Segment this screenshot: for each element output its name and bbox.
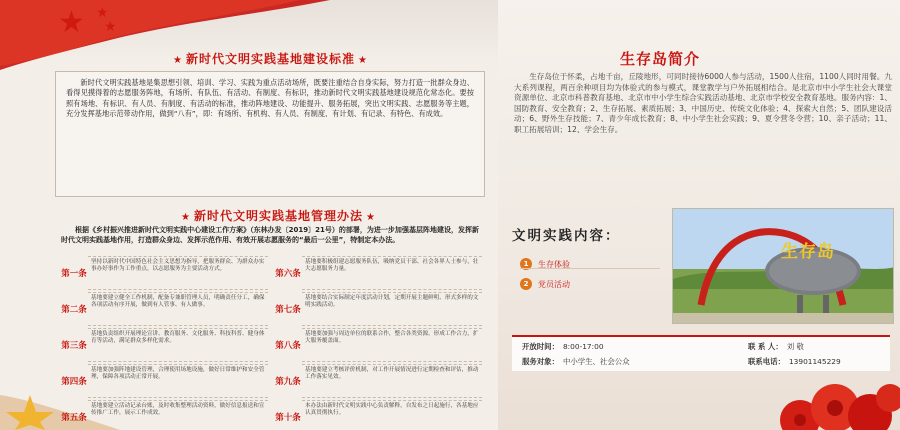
standard-text: 新时代文明实践基地是集思想引领、培训、学习、实践为重点活动场所，既要注重结合自身实际，努力打造一批群众身边、看得见摸得着的志愿服务阵地，有场所、有队伍、有活动、有制度、有标识，推动新时代文明实践基地建设规范化常态化。要按照有场地、有标识、有人员、有制度、有活动的标准，推动阵地建设、功能提升、服务拓展，突出文明实践、志愿服务等主题，充分发挥基地示范带动作用，做到“八有”，即：有场所、有机构、有人员、有制度、有计划、有记录、有特色、有成效。 — [66, 78, 474, 119]
star-icon: ★ — [173, 55, 183, 66]
rule-tag: 第九条 — [275, 377, 301, 387]
info-bar — [512, 335, 890, 371]
rule-text: 基地要建立活动记录台账，及时收集整理活动资料，做好信息报送和宣传推广工作，展示工作成效。 — [88, 400, 268, 430]
rule-tag: 第十条 — [275, 413, 301, 423]
practice-item — [520, 256, 570, 272]
rule-text: 基地负责组织开展理论宣讲、教育服务、文化服务、科技科普、健身体育等活动，满足群众多样化需求。 — [88, 328, 268, 362]
rule-text: 基地要加强与周边单位的联系合作，整合各类资源，形成工作合力，扩大服务覆盖面。 — [302, 328, 482, 362]
practice-item — [520, 276, 570, 292]
phone-row: 联系电话： 13901145229 — [748, 357, 841, 366]
management-intro-box — [55, 222, 485, 252]
rule-text: 坚持以新时代中国特色社会主义思想为指导，把服务群众、为群众办实事办好事作为工作重点，以志愿服务为主要活动方式。 — [88, 256, 268, 290]
rule-item — [274, 363, 482, 399]
star-icon: ★ — [104, 19, 117, 35]
star-icon: ★ — [365, 212, 376, 223]
rule-item — [274, 291, 482, 327]
intro-text-box — [514, 72, 892, 204]
rule-tag: 第七条 — [275, 305, 301, 315]
contact-row: 联 系 人： 刘 敬 — [748, 342, 804, 351]
site-photo — [672, 208, 894, 324]
rule-item — [60, 363, 268, 399]
rule-item — [60, 291, 268, 327]
service-target-row: 服务对象： 中小学生、社会公众 — [522, 357, 630, 366]
rule-tag: 第三条 — [61, 341, 87, 351]
standard-text-box — [55, 71, 485, 197]
divider — [520, 268, 660, 269]
practice-item-label: 党员活动 — [538, 279, 570, 289]
rule-text: 基地要建立健全工作机制，配备专兼职管理人员，明确责任分工，确保各项活动有序开展，做到有人管事、有人做事。 — [88, 292, 268, 326]
management-title: ★ 新时代文明实践基地管理办法 ★ — [181, 209, 376, 223]
photo-sign-text: 生存岛 — [781, 242, 835, 262]
number-badge: 2 — [520, 278, 532, 290]
rule-item — [60, 399, 268, 430]
rule-tag: 第二条 — [61, 305, 87, 315]
rule-tag: 第四条 — [61, 377, 87, 387]
rule-item — [60, 327, 268, 363]
standard-title: ★ 新时代文明实践基地建设标准 ★ — [173, 52, 368, 66]
management-intro: 根据《乡村振兴推进新时代文明实践中心建设工作方案》（东林办发〔2019〕21号）的部署，为进一步加强基层阵地建设，发挥新时代文明实践基地作用，打造群众身边、发挥示范作用、有效开展志愿服务的“最后一公里”，特制定本办法。 — [61, 226, 479, 244]
rule-item — [274, 327, 482, 363]
practice-item-label: 生存体验 — [538, 259, 570, 269]
rule-tag: 第五条 — [61, 413, 87, 423]
rule-item — [60, 255, 268, 291]
star-icon: ★ — [58, 5, 85, 40]
open-time-row: 开放时间： 8:00-17:00 — [522, 342, 604, 351]
rule-text: 本办法由新时代文明实践中心负责解释，自发布之日起施行，各基地应认真贯彻执行。 — [302, 400, 482, 430]
star-icon: ★ — [357, 55, 368, 66]
rule-text: 基地要加强阵地建设管理，合理使用场地设施，做好日常维护和安全管理，保障各项活动正常开展。 — [88, 364, 268, 398]
rule-tag: 第一条 — [61, 269, 87, 279]
intro-text: 生存岛位于怀柔，占地千亩，丘陵地形，可同时接待6000人参与活动，1500人住宿，1100人同时用餐。九大系列课程，两百余种项目均为体验式的参与模式，课堂教学与户外拓展相结合。是北京市中小学生社会大课堂资源单位、北京市科普教育基地、北京市中小学生综合实践活动基地、北京市学校安全教育基地。服务内容：1、国防教育、安全教育；2、生存拓展、素质拓展；3、中国历史、传统文化体验；4、探索大自然；5、团队建设活动；6、野外生存技能；7、青少年成长教育；8、中小学生社会实践；9、夏令营冬令营；10、亲子活动；11、职工拓展培训；12、学会生存。 — [514, 72, 892, 134]
star-icon: ★ — [181, 212, 191, 223]
number-badge: 1 — [520, 258, 532, 270]
rule-text: 基地要建立考核评价机制，对工作开展情况进行定期检查和评估，推动工作落实见效。 — [302, 364, 482, 398]
rule-item — [274, 255, 482, 291]
intro-title: 生存岛简介 — [620, 50, 701, 68]
practice-title: 文明实践内容： — [512, 228, 621, 244]
rule-tag: 第六条 — [275, 269, 301, 279]
rule-text: 基地要积极组建志愿服务队伍，吸纳党员干部、社会各界人士参与，壮大志愿服务力量。 — [302, 256, 482, 290]
site-photo-illustration — [673, 209, 894, 324]
rule-text: 基地要结合实际制定年度活动计划，定期开展主题鲜明、形式多样的文明实践活动。 — [302, 292, 482, 326]
rule-tag: 第八条 — [275, 341, 301, 351]
star-icon: ★ — [96, 5, 109, 21]
rule-item — [274, 399, 482, 430]
